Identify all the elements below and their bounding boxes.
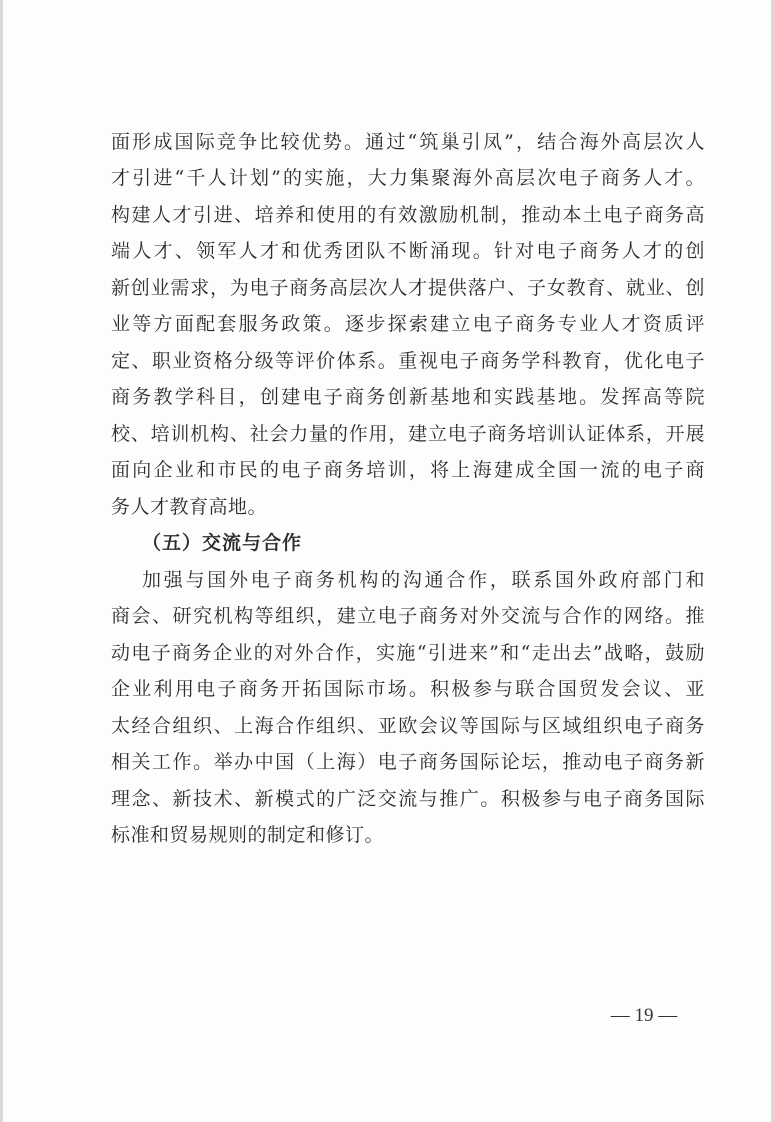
section-line: 加强与国外电子商务机构的沟通合作，联系国外政府部门和 (142, 569, 705, 591)
paragraph-line: 面向企业和市民的电子商务培训，将上海建成全国一流的电子商 (111, 459, 705, 481)
section-line: 太经合组织、上海合作组织、亚欧会议等国际与区域组织电子商务 (111, 715, 705, 737)
paragraph-line: 新创业需求，为电子商务高层次人才提供落户、子女教育、就业、创 (111, 277, 705, 299)
scan-edge-left (0, 0, 3, 1122)
paragraph-line: 商务教学科目，创建电子商务创新基地和实践基地。发挥高等院 (111, 386, 705, 408)
paragraph-line: 构建人才引进、培养和使用的有效激励机制，推动本土电子商务高 (111, 204, 705, 226)
section-line: 相关工作。举办中国（上海）电子商务国际论坛，推动电子商务新 (111, 751, 705, 773)
paragraph-line: 定、职业资格分级等评价体系。重视电子商务学科教育，优化电子 (111, 350, 705, 372)
paragraph-line: 业等方面配套服务政策。逐步探索建立电子商务专业人才资质评 (111, 313, 705, 335)
paragraph-line: 校、培训机构、社会力量的作用，建立电子商务培训认证体系，开展 (111, 423, 705, 445)
paragraph-line: 面形成国际竞争比较优势。通过“筑巢引凤”，结合海外高层次人 (111, 131, 705, 153)
section-heading: （五）交流与合作 (142, 532, 303, 554)
paragraph-line: 端人才、领军人才和优秀团队不断涌现。针对电子商务人才的创 (111, 240, 705, 262)
section-line: 商会、研究机构等组织，建立电子商务对外交流与合作的网络。推 (111, 605, 705, 627)
section-line: 标准和贸易规则的制定和修订。 (111, 824, 385, 846)
section-line: 理念、新技术、新模式的广泛交流与推广。积极参与电子商务国际 (111, 788, 705, 810)
page-number: — 19 — (610, 1005, 678, 1026)
paragraph-line: 才引进“千人计划”的实施，大力集聚海外高层次电子商务人才。 (111, 167, 705, 189)
section-line: 动电子商务企业的对外合作，实施“引进来”和“走出去”战略，鼓励 (111, 642, 705, 664)
section-line: 企业利用电子商务开拓国际市场。积极参与联合国贸发会议、亚 (111, 678, 705, 700)
paragraph-line: 务人才教育高地。 (111, 496, 268, 518)
